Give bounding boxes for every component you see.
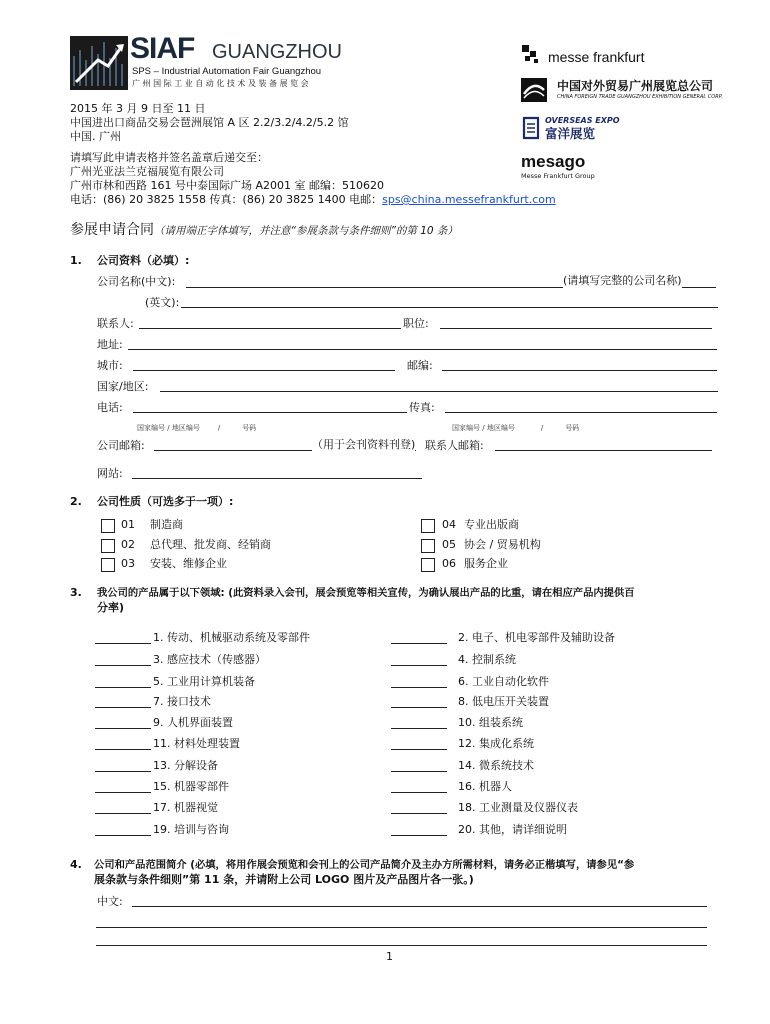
option-06-code: 06 <box>442 557 456 570</box>
percent-input-1[interactable] <box>95 643 151 644</box>
product-19: 19. 培训与咨询 <box>153 823 229 836</box>
tel-code-hint: 国家编号 / 地区编号 / 号码 <box>137 424 257 432</box>
percent-input-16[interactable] <box>391 792 447 793</box>
product-1: 1. 传动、机械驱动系统及零部件 <box>153 631 310 644</box>
input-website[interactable] <box>132 478 422 479</box>
checkbox-distributor[interactable] <box>101 539 115 553</box>
title-note: （请用端正字体填写，并注意“参展条款与条件细则”的第 10 条） <box>154 225 458 237</box>
option-02-label: 总代理、批发商、经销商 <box>150 538 271 551</box>
input-fax[interactable] <box>445 412 717 413</box>
percent-input-6[interactable] <box>391 687 447 688</box>
label-city: 城市: <box>97 359 123 372</box>
percent-input-14[interactable] <box>391 771 447 772</box>
page-title <box>70 221 458 240</box>
input-address[interactable] <box>128 349 717 350</box>
product-3: 3. 感应技术（传感器） <box>153 653 266 666</box>
input-description-line-2[interactable] <box>96 927 707 928</box>
input-contact-person[interactable] <box>139 328 401 329</box>
overseas-expo-cn: 富洋展览 <box>545 126 596 141</box>
option-06-label: 服务企业 <box>464 557 508 570</box>
product-10: 10. 组装系统 <box>458 716 523 729</box>
label-description-cn: 中文: <box>97 895 123 908</box>
label-company-email: 公司邮箱: <box>97 439 145 452</box>
checkbox-manufacturer[interactable] <box>101 519 115 533</box>
section1-number: 1. <box>70 254 82 267</box>
overseas-expo-logo <box>521 116 641 142</box>
percent-input-12[interactable] <box>391 749 447 750</box>
input-contact-email[interactable] <box>495 450 712 451</box>
input-postcode[interactable] <box>442 370 717 371</box>
percent-input-10[interactable] <box>391 728 447 729</box>
product-6: 6. 工业自动化软件 <box>458 675 549 688</box>
mesago-logo <box>521 152 641 182</box>
label-address: 地址: <box>97 338 123 351</box>
mesago-wordmark: mesago <box>521 152 586 171</box>
product-18: 18. 工业测量及仪器仪表 <box>458 801 578 814</box>
option-01-code: 01 <box>121 518 135 531</box>
input-description-line-3[interactable] <box>96 945 707 946</box>
label-contact-person: 联系人: <box>97 317 134 330</box>
contact-email-link[interactable]: sps@china.messefrankfurt.com <box>382 193 556 206</box>
contract-title: 参展申请合同 <box>70 222 154 238</box>
section2-number: 2. <box>70 495 82 508</box>
section3-heading-line2: 分率) <box>97 601 125 614</box>
percent-input-15[interactable] <box>95 792 151 793</box>
section4-heading-line1: 公司和产品范围简介 (必填，将用作展会预览和会刊上的公司产品简介及主办方所需材料，请务必正楷填写，请参见“参 <box>94 859 635 871</box>
product-8: 8. 低电压开关装置 <box>458 695 549 708</box>
label-company-name-en: (英文): <box>145 296 180 309</box>
option-01-label: 制造商 <box>150 518 183 531</box>
option-03-code: 03 <box>121 557 135 570</box>
input-description-line-1[interactable] <box>132 906 707 907</box>
product-11: 11. 材料处理装置 <box>153 737 240 750</box>
label-website: 网站: <box>97 467 123 480</box>
label-contact-email: 联系人邮箱: <box>425 439 484 452</box>
percent-input-20[interactable] <box>391 835 447 836</box>
percent-input-19[interactable] <box>95 835 151 836</box>
cft-emblem-icon <box>521 78 547 102</box>
cft-name-en: CHINA FOREIGN TRADE GUANGZHOU EXHIBITION GENERAL CORP. <box>557 94 723 100</box>
product-7: 7. 接口技术 <box>153 695 211 708</box>
percent-input-4[interactable] <box>391 665 447 666</box>
cft-name-cn: 中国对外贸易广州展览总公司 <box>557 79 714 93</box>
messe-frankfurt-text: messe frankfurt <box>548 49 645 65</box>
organizer-contact <box>70 193 556 207</box>
input-tel[interactable] <box>133 412 407 413</box>
input-company-name-en[interactable] <box>181 307 718 308</box>
cft-logo <box>521 78 741 104</box>
checkbox-association[interactable] <box>421 539 435 553</box>
product-12: 12. 集成化系统 <box>458 737 534 750</box>
fair-venue: 中国进出口商品交易会琶洲展馆 A 区 2.2/3.2/4.2/5.2 馆 <box>70 116 349 129</box>
company-name-cn-note: (请填写完整的公司名称) <box>563 274 682 287</box>
checkbox-publisher[interactable] <box>421 519 435 533</box>
label-tel: 电话: <box>97 401 123 414</box>
product-14: 14. 微系统技术 <box>458 759 534 772</box>
section4-number: 4. <box>70 858 82 871</box>
product-2: 2. 电子、机电零部件及辅助设备 <box>458 631 615 644</box>
percent-input-9[interactable] <box>95 728 151 729</box>
option-05-code: 05 <box>442 538 456 551</box>
label-company-name-cn: 公司名称(中文): <box>97 275 176 288</box>
input-city[interactable] <box>133 370 395 371</box>
label-fax: 传真: <box>409 401 435 414</box>
product-13: 13. 分解设备 <box>153 759 218 772</box>
product-4: 4. 控制系统 <box>458 653 516 666</box>
messe-frankfurt-logo <box>520 44 720 66</box>
section3-heading-line1: 我公司的产品属于以下领域: (此资料录入会刊，展会预览等相关宣传，为确认展出产品的比重，请在相应产品内提供百 <box>97 587 635 599</box>
percent-input-8[interactable] <box>391 707 447 708</box>
overseas-expo-mark-icon <box>521 116 541 140</box>
section3-number: 3. <box>70 586 82 599</box>
percent-input-13[interactable] <box>95 771 151 772</box>
overseas-expo-en: OVERSEAS EXPO <box>545 116 620 125</box>
checkbox-service[interactable] <box>421 558 435 572</box>
product-5: 5. 工业用计算机装备 <box>153 675 255 688</box>
fair-date: 2015 年 3 月 9 日至 11 日 <box>70 102 206 115</box>
product-20: 20. 其他，请详细说明 <box>458 823 567 836</box>
percent-input-18[interactable] <box>391 813 447 814</box>
product-9: 9. 人机界面装置 <box>153 716 233 729</box>
siaf-logo <box>70 32 370 92</box>
siaf-wordmark: SIAF <box>130 32 195 65</box>
option-05-label: 协会 / 贸易机构 <box>464 538 541 551</box>
percent-input-7[interactable] <box>95 707 151 708</box>
fax-code-hint: 国家编号 / 地区编号 / 号码 <box>452 424 580 432</box>
option-02-code: 02 <box>121 538 135 551</box>
percent-input-11[interactable] <box>95 749 151 750</box>
percent-input-17[interactable] <box>95 813 151 814</box>
product-16: 16. 机器人 <box>458 780 512 793</box>
percent-input-3[interactable] <box>95 665 151 666</box>
label-postcode: 邮编: <box>407 359 433 372</box>
guangzhou-wordmark: GUANGZHOU <box>212 41 342 63</box>
sps-subtitle: SPS – Industrial Automation Fair Guangzhou <box>132 66 322 77</box>
organizer-address: 广州市林和西路 161 号中泰国际广场 A2001 室 邮编：510620 <box>70 179 384 192</box>
product-17: 17. 机器视觉 <box>153 801 218 814</box>
label-country: 国家/地区: <box>97 380 149 393</box>
siaf-arrows-icon <box>70 36 128 90</box>
messe-frankfurt-mark-icon <box>520 44 542 66</box>
option-04-label: 专业出版商 <box>464 518 519 531</box>
submit-instruction: 请填写此申请表格并签名盖章后递交至： <box>70 151 268 164</box>
company-email-note: （用于会刊资料刊登) <box>312 438 416 451</box>
input-position[interactable] <box>440 328 712 329</box>
contact-phone-fax: 电话：(86) 20 3825 1558 传真：(86) 20 3825 1400 电邮： <box>70 193 383 206</box>
percent-input-2[interactable] <box>391 643 447 644</box>
section4-heading-line2: 展条款与条件细则”第 11 条，并请附上公司 LOGO 图片及产品图片各一张。) <box>94 873 474 886</box>
fair-city: 中国. 广州 <box>70 130 121 143</box>
option-04-code: 04 <box>442 518 456 531</box>
input-country[interactable] <box>160 391 718 392</box>
organizer-company: 广州光亚法兰克福展览有限公司 <box>70 165 224 178</box>
label-position: 职位: <box>403 317 429 330</box>
section1-heading: 公司资料（必填）: <box>97 254 190 267</box>
section2-heading: 公司性质（可选多于一项）: <box>97 495 234 508</box>
page-number: 1 <box>386 950 393 963</box>
product-15: 15. 机器零部件 <box>153 780 229 793</box>
checkbox-installation[interactable] <box>101 558 115 572</box>
fair-cn-subtitle: 广 州 国 际 工 业 自 动 化 技 术 及 装 备 展 览 会 <box>132 79 309 88</box>
mesago-group: Messe Frankfurt Group <box>521 172 595 180</box>
option-03-label: 安装、维修企业 <box>150 557 227 570</box>
percent-input-5[interactable] <box>95 687 151 688</box>
